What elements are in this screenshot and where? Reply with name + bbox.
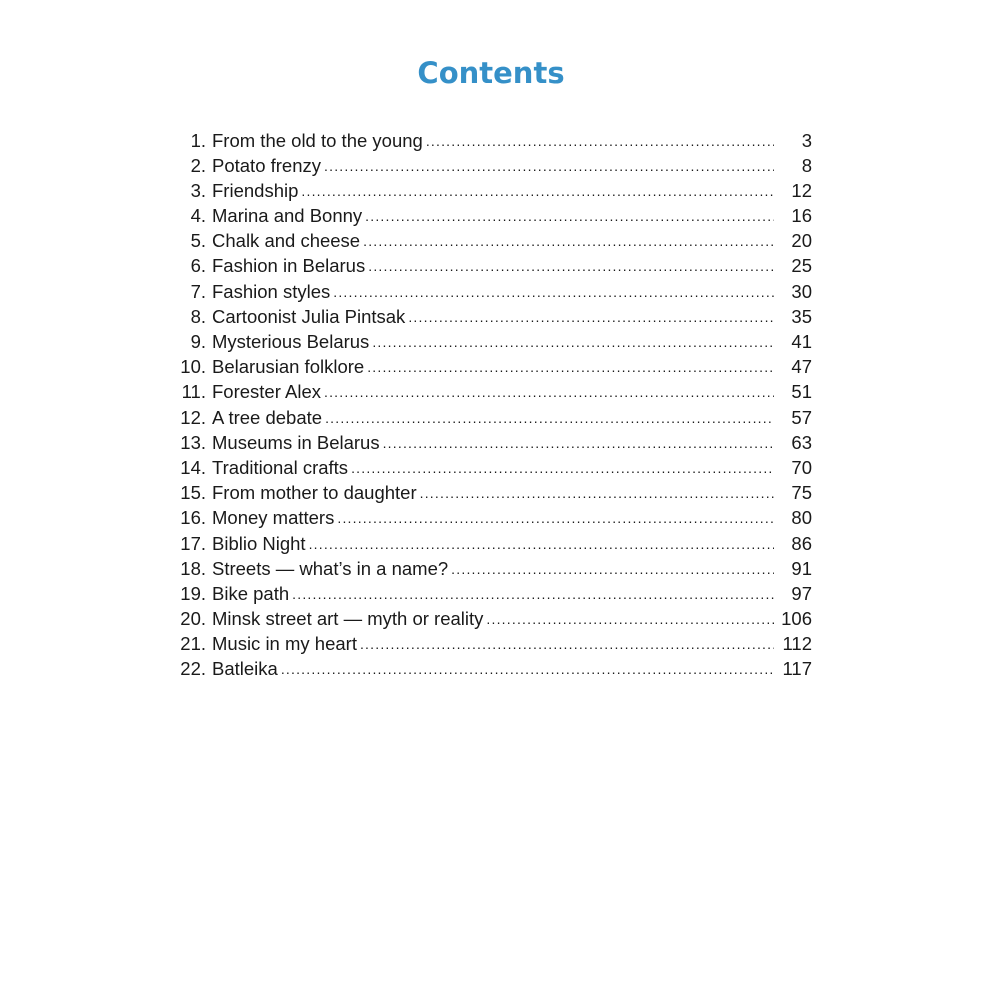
toc-entry[interactable]	[164, 229, 812, 254]
dot-leader	[365, 204, 774, 223]
toc-entry-number: 21.	[180, 633, 206, 655]
toc-entry-page: 3	[801, 129, 812, 151]
toc-entry-number: 18.	[180, 557, 206, 579]
toc-entry-title: Mysterious Belarus	[212, 331, 370, 352]
toc-entry[interactable]	[164, 355, 812, 380]
toc-entry-title: Streets — what’s in a name?	[212, 557, 449, 579]
toc-entry-page: 41	[791, 331, 812, 352]
toc-entry-page: 106	[781, 608, 812, 630]
dot-leader	[309, 531, 774, 550]
dot-leader	[367, 355, 774, 374]
dot-leader	[325, 405, 774, 424]
toc-entry-page: 80	[791, 507, 812, 529]
toc-entry[interactable]	[164, 279, 812, 304]
dot-leader	[383, 430, 774, 449]
toc-entry[interactable]	[164, 153, 812, 178]
dot-leader	[324, 380, 774, 399]
toc-entry-title: Friendship	[212, 179, 299, 201]
toc-entry-page: 12	[791, 179, 812, 201]
toc-entry-number: 13.	[180, 431, 206, 453]
toc-entry[interactable]	[164, 531, 812, 556]
toc-entry-title: From mother to daughter	[212, 482, 417, 504]
toc-entry-page: 75	[791, 482, 812, 504]
table-of-contents	[164, 128, 812, 682]
toc-entry-number: 12.	[180, 406, 206, 428]
toc-entry-number: 20.	[180, 608, 206, 630]
toc-entry-title: Fashion in Belarus	[212, 255, 366, 277]
toc-entry-page: 57	[791, 406, 812, 428]
toc-entry-page: 97	[791, 582, 812, 604]
toc-entry-number: 22.	[180, 658, 206, 680]
dot-leader	[360, 632, 774, 651]
toc-entry-title: Cartoonist Julia Pintsak	[212, 305, 406, 327]
toc-entry[interactable]	[164, 430, 812, 455]
toc-entry-number: 9.	[190, 331, 206, 352]
dot-leader	[368, 254, 774, 273]
dot-leader	[372, 330, 774, 349]
dot-leader	[451, 556, 774, 575]
toc-entry-number: 19.	[180, 582, 206, 604]
dot-leader	[337, 506, 774, 525]
toc-entry-title: Marina and Bonny	[212, 205, 363, 227]
toc-entry-title: From the old to the young	[212, 129, 423, 151]
toc-entry-page: 30	[791, 280, 812, 302]
toc-entry-title: Money matters	[212, 507, 335, 529]
toc-entry-number: 11.	[181, 381, 206, 403]
toc-entry[interactable]	[164, 607, 812, 632]
toc-entry-title: Museums in Belarus	[212, 431, 380, 453]
toc-entry-title: Music in my heart	[212, 633, 357, 655]
toc-entry[interactable]	[164, 556, 812, 581]
toc-entry[interactable]	[164, 380, 812, 405]
dot-leader	[426, 128, 774, 147]
toc-entry[interactable]	[164, 632, 812, 657]
toc-entry[interactable]	[164, 330, 812, 355]
toc-entry-title: Forester Alex	[212, 381, 321, 403]
toc-entry-number: 8.	[190, 305, 206, 327]
toc-entry-page: 91	[791, 557, 812, 579]
toc-entry-number: 15.	[180, 482, 206, 504]
toc-entry-number: 5.	[190, 230, 206, 252]
toc-entry-number: 7.	[190, 280, 206, 302]
dot-leader	[301, 178, 774, 197]
toc-entry[interactable]	[164, 506, 812, 531]
toc-entry-title: Fashion styles	[212, 280, 331, 302]
toc-entry-title: Belarusian folklore	[212, 356, 365, 378]
dot-leader	[486, 607, 774, 626]
toc-entry-page: 70	[791, 456, 812, 478]
toc-entry[interactable]	[164, 128, 812, 153]
toc-entry[interactable]	[164, 178, 812, 203]
toc-entry-number: 6.	[190, 255, 206, 277]
toc-entry-title: Batleika	[212, 658, 278, 680]
toc-entry-page: 86	[791, 532, 812, 554]
toc-entry-page: 35	[791, 305, 812, 327]
toc-entry-title: Potato frenzy	[212, 154, 322, 176]
toc-entry-number: 3.	[190, 179, 206, 201]
toc-entry-title: Bike path	[212, 582, 290, 604]
toc-entry-page: 20	[791, 230, 812, 252]
toc-entry-page: 112	[782, 633, 812, 655]
toc-entry-number: 10.	[180, 356, 206, 378]
dot-leader	[333, 279, 774, 298]
toc-entry-page: 51	[791, 381, 812, 403]
toc-entry-title: A tree debate	[212, 406, 323, 428]
toc-entry[interactable]	[164, 657, 812, 682]
dot-leader	[351, 455, 774, 474]
toc-entry-page: 8	[801, 154, 812, 176]
toc-entry[interactable]	[164, 304, 812, 329]
toc-entry-title: Minsk street art — myth or reality	[212, 608, 484, 630]
toc-entry-number: 16.	[180, 507, 206, 529]
toc-entry-page: 25	[791, 255, 812, 277]
toc-entry-number: 17.	[180, 532, 206, 554]
toc-entry-page: 47	[791, 356, 812, 378]
toc-entry-number: 1.	[190, 129, 206, 151]
dot-leader	[363, 229, 774, 248]
toc-entry-number: 4.	[190, 205, 206, 227]
toc-entry-number: 14.	[180, 456, 206, 478]
page-title: Contents	[417, 56, 565, 90]
toc-entry-number: 2.	[190, 154, 206, 176]
toc-entry[interactable]	[164, 455, 812, 480]
dot-leader	[324, 153, 774, 172]
dot-leader	[292, 581, 774, 600]
toc-entry[interactable]	[164, 581, 812, 606]
toc-entry[interactable]	[164, 254, 812, 279]
dot-leader	[408, 304, 774, 323]
toc-entry-title: Traditional crafts	[212, 456, 349, 478]
toc-entry[interactable]	[164, 204, 812, 229]
toc-entry[interactable]	[164, 405, 812, 430]
toc-entry-title: Biblio Night	[212, 532, 306, 554]
toc-entry-page: 16	[791, 205, 812, 227]
toc-entry[interactable]	[164, 481, 812, 506]
toc-entry-page: 117	[782, 658, 812, 680]
dot-leader	[281, 657, 774, 676]
dot-leader	[420, 481, 774, 500]
toc-entry-page: 63	[791, 431, 812, 453]
toc-entry-title: Chalk and cheese	[212, 230, 361, 252]
